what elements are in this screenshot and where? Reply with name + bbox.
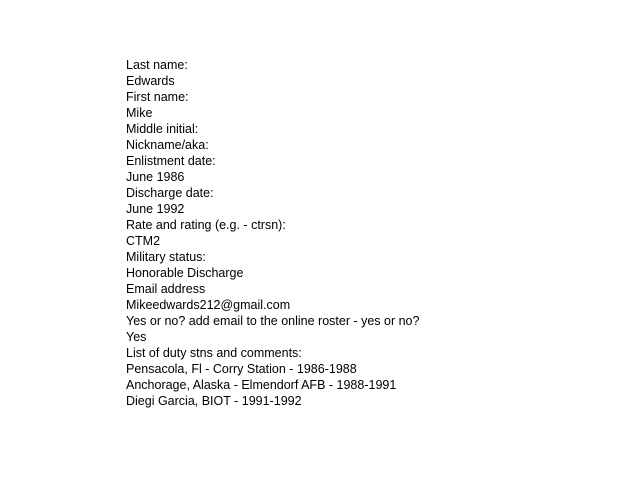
roster-question-label: Yes or no? add email to the online roster - yes or no?: [126, 314, 420, 328]
duty-stations-label: List of duty stns and comments:: [126, 346, 302, 360]
last-name-label: Last name:: [126, 58, 188, 72]
last-name-value: Edwards: [126, 74, 175, 88]
email-address-label: Email address: [126, 282, 206, 296]
military-status-label: Military status:: [126, 250, 206, 264]
nickname-label: Nickname/aka:: [126, 138, 209, 152]
enlistment-date-label: Enlistment date:: [126, 154, 216, 168]
first-name-label: First name:: [126, 90, 189, 104]
duty-station-2: Anchorage, Alaska - Elmendorf AFB - 1988-1991: [126, 378, 397, 392]
rate-rating-value: CTM2: [126, 234, 161, 248]
duty-station-3: Diegi Garcia, BIOT - 1991-1992: [126, 394, 302, 408]
roster-question-value: Yes: [126, 330, 147, 344]
email-address-value: Mikeedwards212@gmail.com: [126, 298, 291, 312]
enlistment-date-value: June 1986: [126, 170, 185, 184]
duty-station-1: Pensacola, Fl - Corry Station - 1986-1988: [126, 362, 357, 376]
submission-text: [126, 57, 419, 409]
discharge-date-label: Discharge date:: [126, 186, 214, 200]
middle-initial-label: Middle initial:: [126, 122, 199, 136]
rate-rating-label: Rate and rating (e.g. - ctrsn):: [126, 218, 286, 232]
discharge-date-value: June 1992: [126, 202, 185, 216]
military-status-value: Honorable Discharge: [126, 266, 244, 280]
first-name-value: Mike: [126, 106, 153, 120]
